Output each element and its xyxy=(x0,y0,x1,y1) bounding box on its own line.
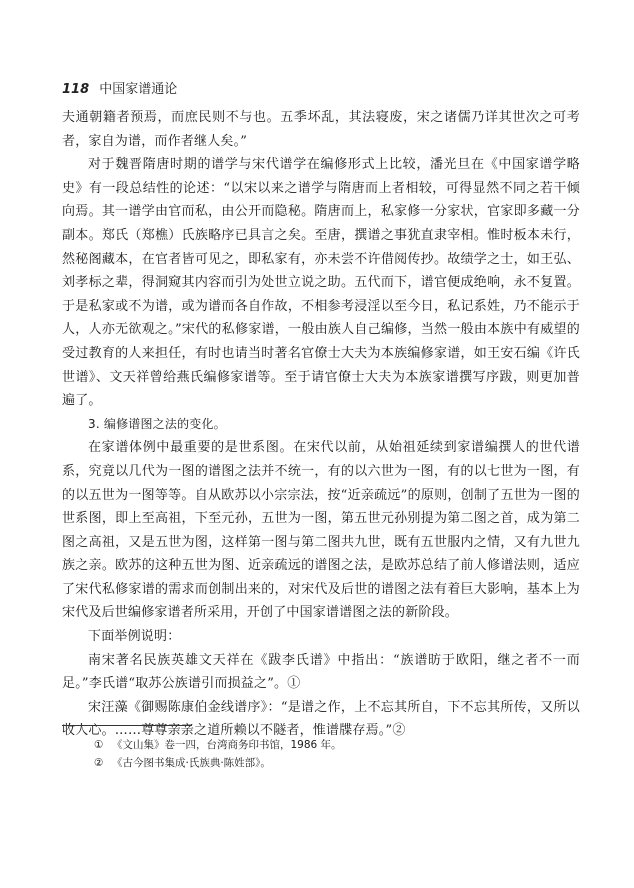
paragraph: 南宋著名民族英雄文天祥在《跋李氏谱》中指出：“族谱昉于欧阳，继之者不一而足。”李氏谱“取苏公族谱引而损益之”。① xyxy=(62,652,580,692)
paragraph: 在家谱体例中最重要的是世系图。在宋代以前，从始祖延续到家谱编撰人的世代谱系，究竟以几代为一图的谱图之法并不统一，有的以六世为一图，有的以七世为一图，有的以五世为一图等等。自从欧苏以小宗宗法，按“近亲疏远”的原则，创制了五世为一图的世系图，即上至高祖，下至元孙，五世为一图，第五世元孙别提为第二图之首，成为第二图之高祖，又是五世为图，这样第一图与第二图共九世，既有五世服内之情，又有九世九族之亲。欧苏的这种五世为图、近亲疏远的谱图之法，是欧苏总结了前人修谱法则，适应了宋代私修家谱的需求而创制出来的，对宋代及后世的谱图之法有着巨大影响，基本上为宋代及后世编修家谱者所采用，开创了中国家谱谱图之法的新阶段。 xyxy=(62,440,580,621)
footnote-text: 《古今图书集成·氏族典·陈姓部》。 xyxy=(112,757,271,769)
footnote xyxy=(94,754,574,772)
footnote-mark: ① xyxy=(94,739,104,751)
paragraph: 下面举例说明： xyxy=(88,629,181,645)
paragraph: 宋汪藻《御赐陈康伯金线谱序》：“是谱之作，上不忘其所自，下不忘其所传，又所以收人心。……尊尊亲亲之道所赖以不隧者，惟谱牒存焉。”② xyxy=(62,699,580,739)
book-title: 中国家谱通论 xyxy=(99,82,178,97)
footnote-text: 《文山集》卷一四，台湾商务印书馆，1986 年。 xyxy=(112,739,342,751)
section-heading: 3. 编修谱图之法的变化。 xyxy=(88,416,226,431)
footnote xyxy=(94,736,574,754)
body-text xyxy=(62,106,580,743)
running-header xyxy=(62,78,177,97)
page-number: 118 xyxy=(62,82,90,97)
footnote-divider xyxy=(62,725,192,726)
footnote-mark: ② xyxy=(94,757,104,769)
paragraph-continuation: 夫通朝籍者预焉，而庶民则不与也。五季坏乱，其法寝废，宋之诸儒乃详其世次之可考者，家自为谱，而作者继人矣。” xyxy=(62,110,580,149)
footnotes xyxy=(94,736,574,772)
paragraph: 对于魏晋隋唐时期的谱学与宋代谱学在编修形式上比较，潘光旦在《中国家谱学略史》有一段总结性的论述：“以宋以来之谱学与隋唐而上者相较，可得显然不同之若干倾向焉。其一谱学由官而私，由公开而隐秘。隋唐而上，私家修一分家状，官家即多藏一分副本。郑氏（郑樵）氏族略序已具言之矣。至唐，撰谱之事犹直隶宰相。惟时板本未行，然秘阁藏本，在官者皆可见之，即私家有，亦未尝不许借阅传抄。故绩学之士，如王弘、刘孝标之辈，得洞窥其内容而引为处世立说之助。五代而下，谱官便成绝响，永不复置。于是私家或不为谱，或为谱而各自作故，不相参考浸淫以至今日，私记系姓，乃不能示于人，人亦无欲观之。”宋代的私修家谱，一般由族人自己编修，当然一般由本族中有威望的受过教育的人来担任，有时也请当时著名官僚士大夫为本族编修家谱，如王安石编《许氏世谱》、文天祥曾给燕氏编修家谱等。至于请官僚士大夫为本族家谱撰写序跋，则更加普遍了。 xyxy=(62,157,580,409)
